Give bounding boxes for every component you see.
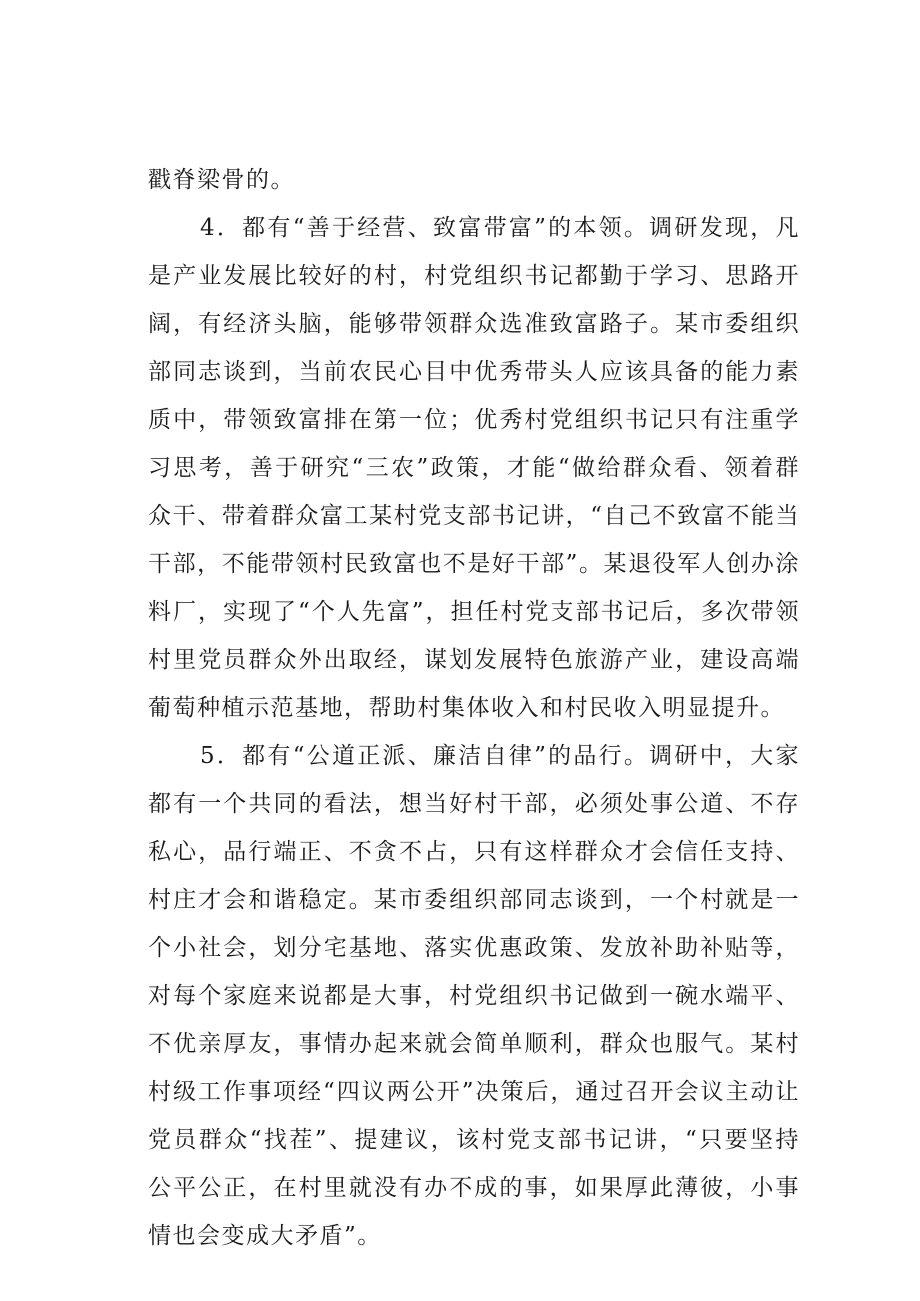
paragraph-point-4: 4．都有“善于经营、致富带富”的本领。调研发现，凡是产业发展比较好的村，村党组织书记都勤于学习、思路开阔，有经济头脑，能够带领群众选准致富路子。某市委组织部同志谈到，当前农民心目中优秀带头人应该具备的能力素质中，带领致富排在第一位；优秀村党组织书记只有注重学习思考，善于研究“三农”政策，才能“做给群众看、领着群众干、带着群众富工某村党支部书记讲，“自己不致富不能当干部，不能带领村民致富也不是好干部”。某退役军人创办涂料厂，实现了“个人先富”，担任村党支部书记后，多次带领村里党员群众外出取经，谋划发展特色旅游产业，建设高端葡萄种植示范基地，帮助村集体收入和村民收入明显提升。 <box>148 215 800 721</box>
paragraph-continuation: 戳脊梁骨的。 <box>148 167 295 193</box>
document-body <box>148 156 800 1260</box>
paragraph-point-5: 5．都有“公道正派、廉洁自律”的品行。调研中，大家都有一个共同的看法，想当好村干部，必须处事公道、不存私心，品行端正、不贪不占，只有这样群众才会信任支持、村庄才会和谐稳定。某市委组织部同志谈到，一个村就是一个小社会，划分宅基地、落实优惠政策、发放补助补贴等，对每个家庭来说都是大事，村党组织书记做到一碗水端平、不优亲厚友，事情办起来就会简单顺利，群众也服气。某村村级工作事项经“四议两公开”决策后，通过召开会议主动让党员群众“找茬”、提建议，该村党支部书记讲，“只要坚持公平公正，在村里就没有办不成的事，如果厚此薄彼，小事情也会变成大矛盾”。 <box>148 743 800 1249</box>
